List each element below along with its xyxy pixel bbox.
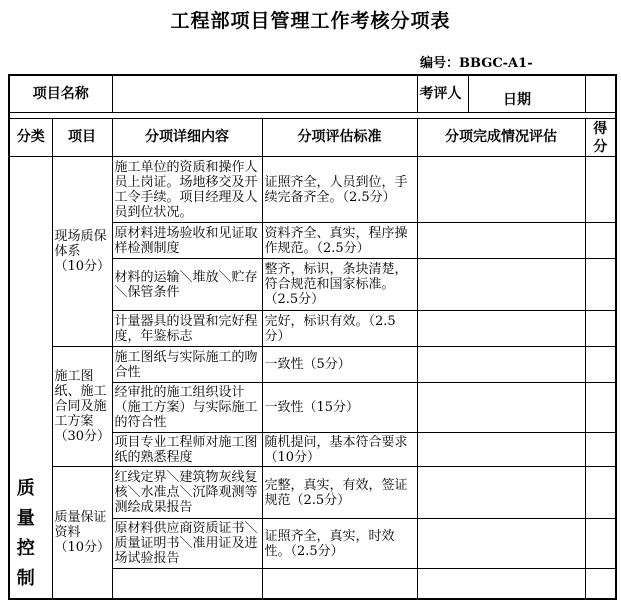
score-cell[interactable] [585, 569, 616, 599]
standard-cell: 证照齐全，人员到位，手续完备齐全。（2.5分） [262, 157, 417, 223]
detail-cell: 材料的运输＼堆放＼贮存＼保管条件 [112, 259, 262, 311]
col-project: 项目 [52, 119, 112, 157]
detail-cell: 计量器具的设置和完好程度，年鉴标志 [112, 311, 262, 347]
reviewer-cell [417, 75, 585, 113]
score-cell[interactable] [585, 347, 616, 383]
standard-cell: 完好，标识有效。（2.5分） [262, 311, 417, 347]
category-cell [9, 157, 52, 599]
standard-cell: 一致性（5分） [262, 347, 417, 383]
score-cell[interactable] [585, 223, 616, 259]
page-title: 工程部项目管理工作考核分项表 [170, 10, 451, 32]
group-name: 施工图纸、施工合同及施工方案（30分） [52, 347, 112, 467]
standard-cell: 完整，真实，有效，签证规范（2.5分） [262, 467, 417, 519]
completion-cell[interactable] [417, 433, 585, 467]
form-code: 编号：BBGC-A1- [420, 56, 533, 71]
col-score: 得分 [585, 119, 616, 157]
detail-cell: 项目专业工程师对施工图纸的熟悉程度 [112, 433, 262, 467]
score-cell[interactable] [585, 259, 616, 311]
detail-cell: 原材料进场验收和见证取样检测制度 [112, 223, 262, 259]
completion-cell[interactable] [417, 223, 585, 259]
category-label: 质量控制 [13, 477, 35, 598]
standard-cell: 整齐，标识，条块清楚，符合规范和国家标准。（2.5分） [262, 259, 417, 311]
completion-cell[interactable] [417, 467, 585, 519]
standard-cell: 一致性（15分） [262, 383, 417, 433]
table-row [9, 347, 616, 383]
reviewer-label: 考评人 [418, 76, 469, 112]
standard-cell: 随机提问，基本符合要求（10分） [262, 433, 417, 467]
score-cell[interactable] [585, 383, 616, 433]
completion-cell[interactable] [417, 311, 585, 347]
col-completion: 分项完成情况评估 [417, 119, 585, 157]
assessment-table [8, 74, 617, 600]
date-cell [585, 75, 616, 113]
completion-cell[interactable] [417, 157, 585, 223]
detail-cell: 施工单位的资质和操作人员上岗证。场地移交及开工令手续。项目经理及人员到位状况。 [112, 157, 262, 223]
standard-cell: 证照齐全，真实，时效性。（2.5分） [262, 519, 417, 569]
completion-cell[interactable] [417, 519, 585, 569]
score-cell[interactable] [585, 157, 616, 223]
col-category: 分类 [9, 119, 52, 157]
group-name: 质量保证资料（10分） [52, 467, 112, 599]
completion-cell[interactable] [417, 569, 585, 599]
detail-cell: 经审批的施工组织设计（施工方案）与实际施工的符合性 [112, 383, 262, 433]
table-row [9, 157, 616, 223]
col-detail: 分项详细内容 [112, 119, 262, 157]
score-cell[interactable] [585, 519, 616, 569]
detail-cell: 原材料供应商资质证书＼质量证明书＼准用证及进场试验报告 [112, 519, 262, 569]
score-cell[interactable] [585, 433, 616, 467]
standard-cell: 资料齐全、真实，程序操作规范。（2.5分） [262, 223, 417, 259]
completion-cell[interactable] [417, 259, 585, 311]
detail-cell: 红线定界＼建筑物灰线复核＼水准点＼沉降观测等测绘成果报告 [112, 467, 262, 519]
column-header-row [9, 119, 616, 157]
date-label: 日期 [503, 92, 531, 108]
project-name-label: 项目名称 [9, 75, 112, 113]
score-cell[interactable] [585, 467, 616, 519]
score-cell[interactable] [585, 311, 616, 347]
project-name-field[interactable] [112, 75, 417, 113]
detail-cell: 施工图纸与实际施工的吻合性 [112, 347, 262, 383]
detail-cell [112, 569, 262, 599]
standard-cell [262, 569, 417, 599]
table-row [9, 467, 616, 519]
col-standard: 分项评估标准 [262, 119, 417, 157]
completion-cell[interactable] [417, 347, 585, 383]
completion-cell[interactable] [417, 383, 585, 433]
group-name: 现场质保体系（10分） [52, 157, 112, 347]
